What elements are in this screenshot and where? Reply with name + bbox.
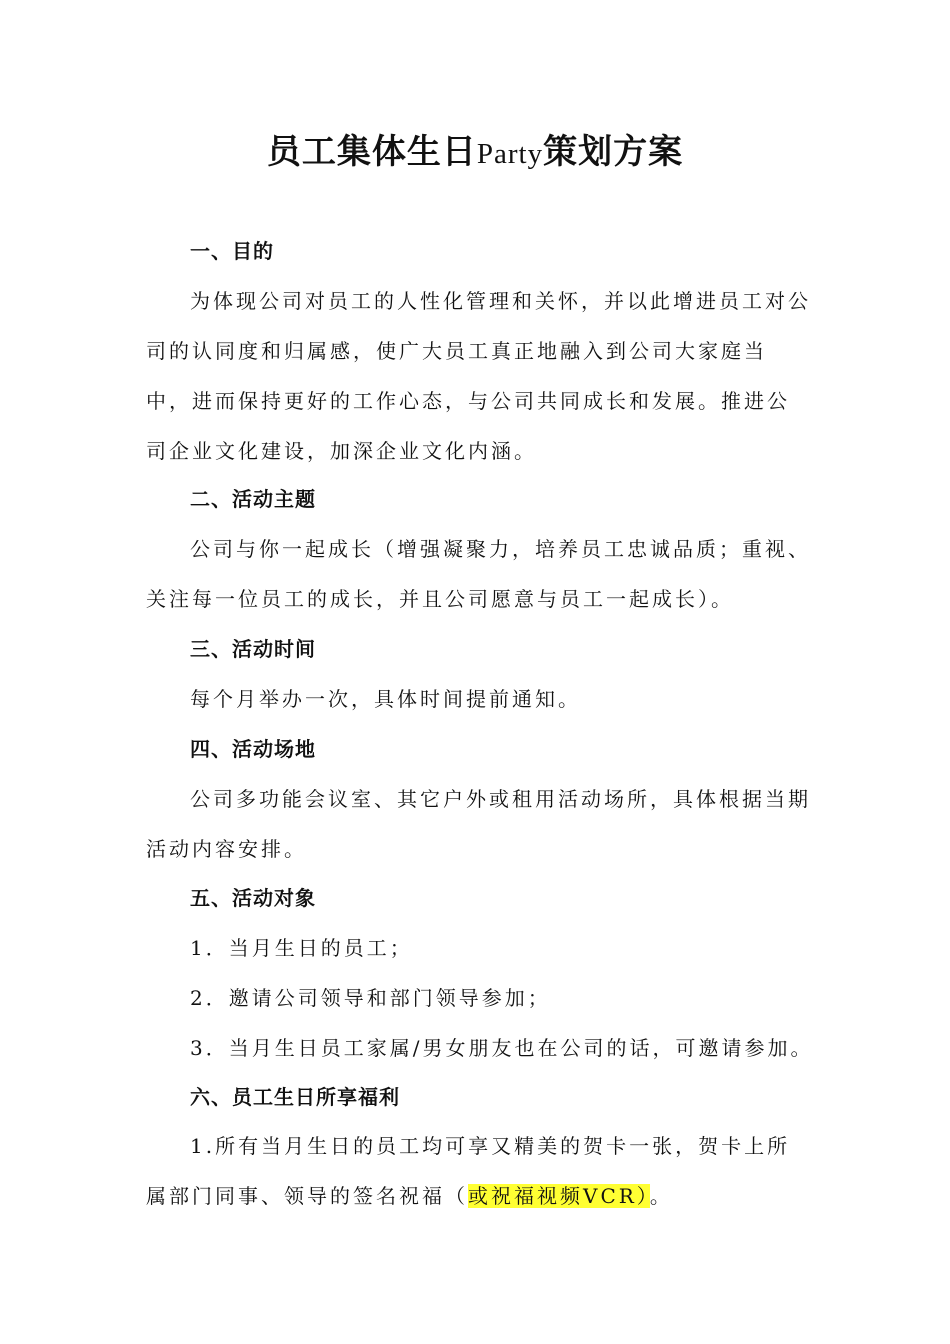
section-body-benefits [146,1121,812,1221]
title-part-latin: Party [476,138,544,170]
section-heading-benefits: 六、员工生日所享福利 [190,1085,400,1109]
section-heading-participants: 五、活动对象 [190,886,316,910]
section-body-theme: 公司与你一起成长（增强凝聚力，培养员工忠诚品质；重视、关注每一位员工的成长，并且公司愿意与员工一起成长）。 [146,537,811,611]
section-body-purpose: 为体现公司对员工的人性化管理和关怀，并以此增进员工对公司的认同度和归属感，使广大员工真正地融入到公司大家庭当中，进而保持更好的工作心态，与公司共同成长和发展。推进公司企业文化建设，加深企业文化内涵。 [146,289,811,463]
section-heading-purpose: 一、目的 [190,239,274,263]
section-heading-theme: 二、活动主题 [190,487,316,511]
benefits-text: 1.所有当月生日的员工均可享又精美的贺卡一张，贺卡上所属部门同事、领导的签名祝福（ [146,1134,791,1208]
title-part-1: 员工集体生日 [266,132,477,172]
section-heading-time: 三、活动时间 [190,637,316,661]
benefits-text-end: 。 [649,1184,673,1208]
list-item: 3．当月生日员工家属/男女朋友也在公司的话，可邀请参加。 [190,1036,814,1060]
section-body-venue: 公司多功能会议室、其它户外或租用活动场所，具体根据当期活动内容安排。 [146,787,811,861]
list-item: 2．邀请公司领导和部门领导参加； [190,986,551,1010]
highlighted-text: 或祝福视频VCR） [468,1184,650,1208]
list-item: 1．当月生日的员工； [190,936,413,960]
title-part-2: 策划方案 [543,132,684,172]
section-body-time: 每个月举办一次，具体时间提前通知。 [190,687,581,711]
section-heading-venue: 四、活动场地 [190,737,316,761]
page-title [0,128,950,178]
